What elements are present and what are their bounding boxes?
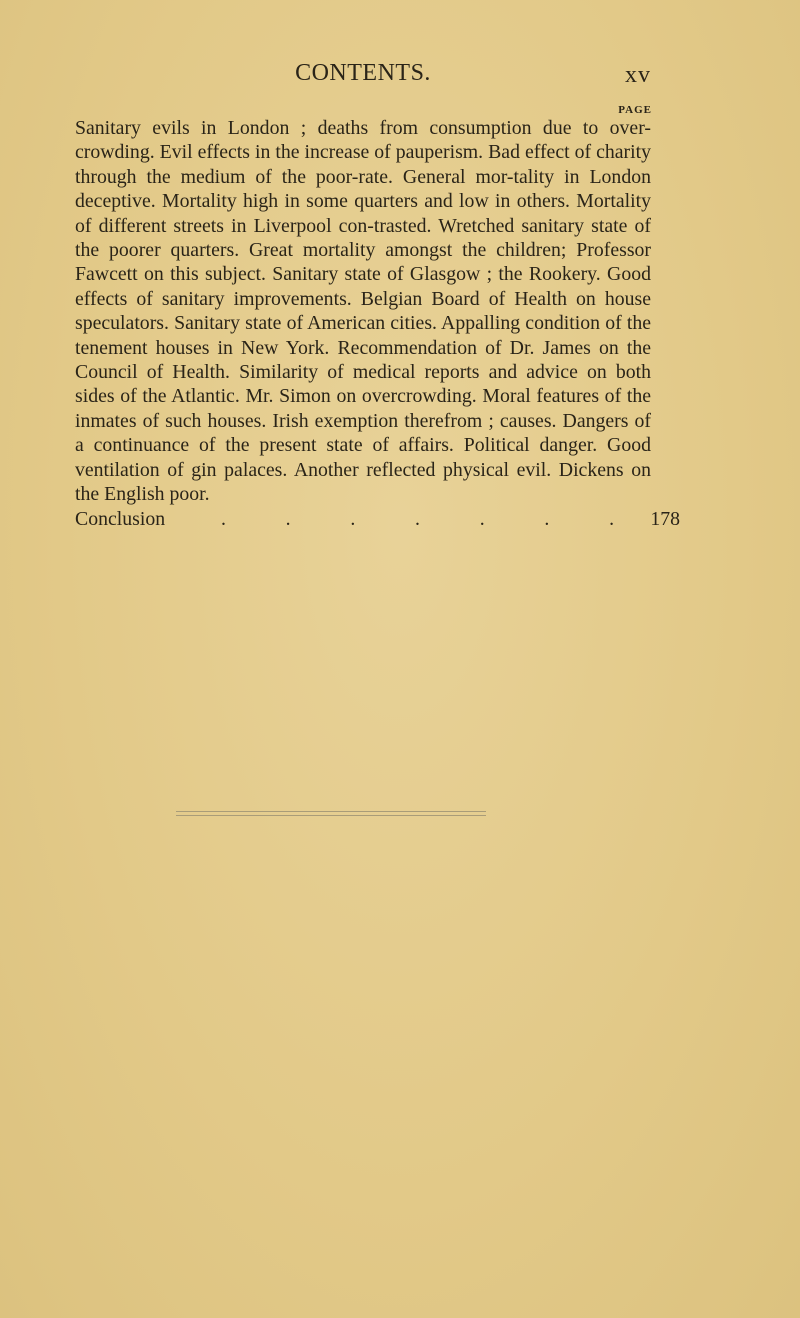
toc-entry-text: Sanitary evils in London ; deaths from consumption due to over-crowding. Evil effects in the increase of pauperism. Bad effect of charity through the medium of the poor-rate. General mor-tality in London deceptive. Mortality high in some quarters and low in others. Mortality of different streets in Liverpool con-trasted. Wretched sanitary state of the poorer quarters. Great mortality amongst the children; Professor Fawcett on this subject. Sanitary state of Glasgow ; the Rookery. Good effects of sanitary improvements. Belgian Board of Health on house speculators. Sanitary state of American cities. Appalling condition of the tenement houses in New York. Recommendation of Dr. James on the Council of Health. Similarity of medical reports and advice on both sides of the Atlantic. Mr. Simon on overcrowding. Moral features of the inmates of such houses. Irish exemption therefrom ; causes. Dangers of a continuance of the present state of affairs. Political danger. Good ventilation of gin palaces. Another reflected physical evil. Dickens on the English poor. (75, 117, 651, 506)
page-header (75, 60, 651, 100)
toc-entry-conclusion: Conclusion (75, 507, 166, 530)
toc-entry (75, 116, 680, 531)
toc-entry-page: 178 (650, 507, 680, 530)
page-number: xv (625, 62, 651, 88)
running-title: CONTENTS. (295, 60, 431, 86)
toc-entry-last-line (75, 507, 680, 531)
divider-rule (176, 815, 486, 816)
divider-rule (176, 811, 486, 812)
dot-leader: . . . . . . . (220, 507, 615, 530)
page-column-label: PAGE (618, 104, 652, 116)
